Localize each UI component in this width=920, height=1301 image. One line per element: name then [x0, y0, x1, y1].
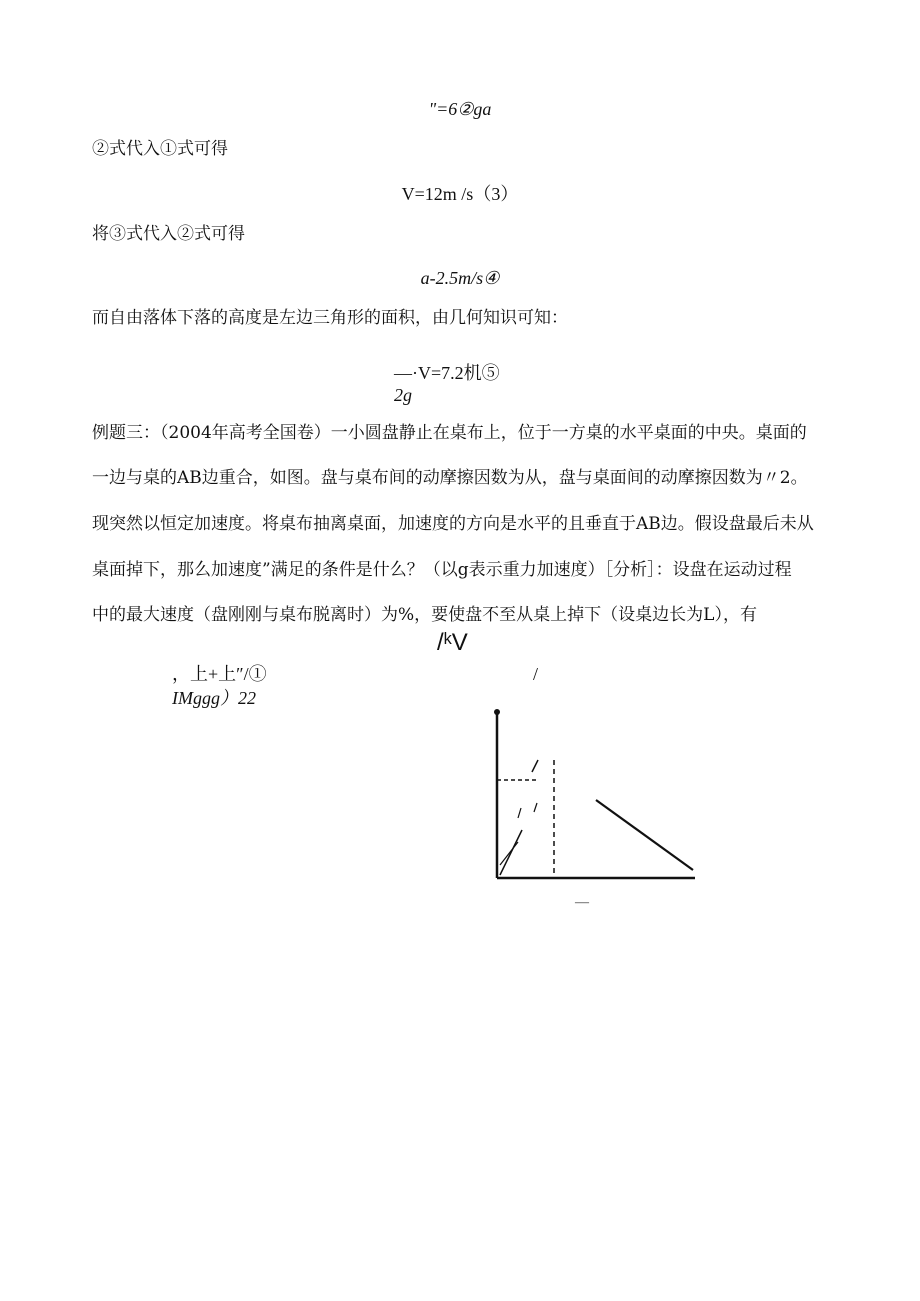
axis-mark: —	[575, 895, 589, 910]
text-line: ②式代入①式可得	[92, 139, 228, 159]
equation-line: ，上+上″/①	[172, 664, 267, 684]
equation-denominator: 2g	[394, 385, 412, 405]
paragraph-line: 一边与桌的AB边重合，如图。盘与桌布间的动摩擦因数为从，盘与桌面间的动摩擦因数为〃2。	[92, 468, 808, 488]
figure-label: /ᵏV	[437, 629, 468, 656]
equation-line: a-2.5m/s④	[420, 268, 500, 288]
text-line: 而自由落体下落的高度是左边三角形的面积，由几何知识可知：	[92, 308, 568, 328]
deceleration-line	[596, 800, 693, 870]
equation-line: "=6②ga	[428, 99, 492, 119]
velocity-time-figure	[470, 700, 710, 920]
accel-line-upper	[532, 760, 538, 772]
equation-numerator: —·V=7.2机⑤	[394, 363, 500, 383]
accel-line-lower	[500, 830, 522, 875]
equation-slash: /	[533, 664, 539, 684]
y-axis-arrow	[494, 709, 500, 715]
equation-line: IMggg）22	[172, 688, 256, 708]
text-line: 将③式代入②式可得	[92, 224, 245, 244]
paragraph-line: 中的最大速度（盘刚刚与桌布脱离时）为%，要使盘不至从桌上掉下（设桌边长为L），有	[92, 605, 757, 625]
paragraph-line: 现突然以恒定加速度。将桌布抽离桌面，加速度的方向是水平的且垂直于AB边。假设盘最后未从	[92, 514, 814, 534]
equation-line: V=12m /s（3）	[401, 184, 519, 204]
accel-dash-1	[518, 808, 521, 818]
accel-line-inner	[500, 842, 518, 865]
paragraph-line: 例题三：（2004年高考全国卷）一小圆盘静止在桌布上，位于一方桌的水平桌面的中央。桌面的	[92, 423, 807, 443]
paragraph-line: 桌面掉下，那么加速度”满足的条件是什么？（以g表示重力加速度）［分析］：设盘在运动过程	[92, 560, 792, 580]
accel-dash-2	[534, 803, 537, 812]
